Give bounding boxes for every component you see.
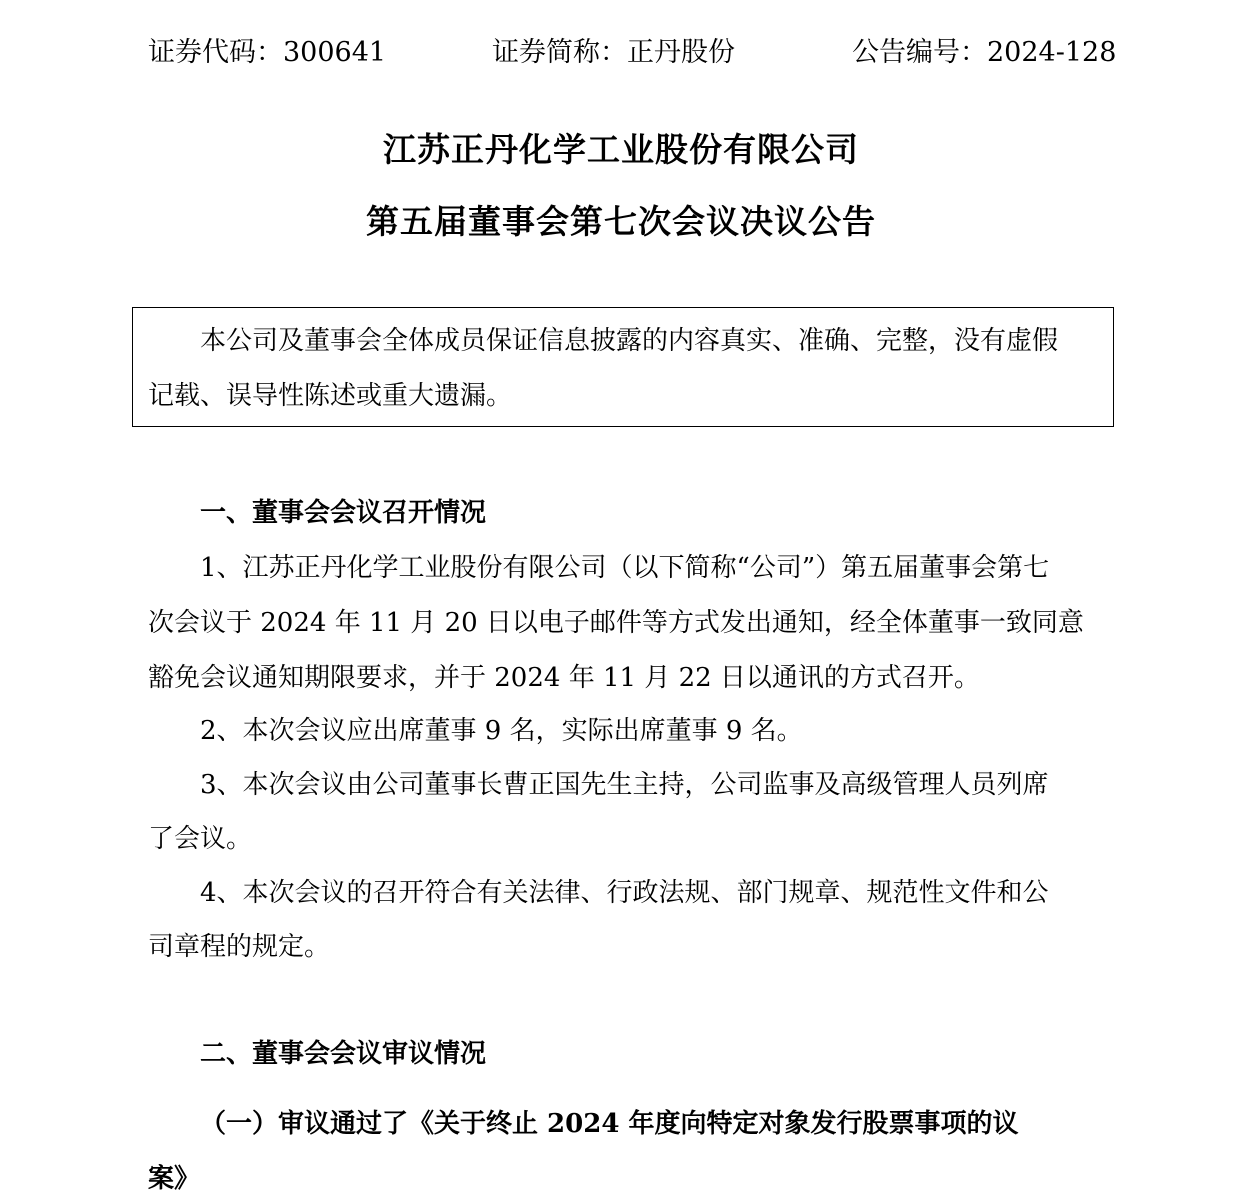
announcement-title: 第五届董事会第七次会议决议公告 bbox=[366, 202, 876, 241]
section-1-heading: 一、董事会会议召开情况 bbox=[200, 498, 487, 528]
section-1-item-3-line-1: 3、本次会议由公司董事长曹正国先生主持，公司监事及高级管理人员列席 bbox=[200, 770, 1049, 800]
section-1-item-4-line-2: 司章程的规定。 bbox=[148, 932, 331, 962]
section-1-item-3-line-2: 了会议。 bbox=[148, 824, 253, 854]
section-1-item-2: 2、本次会议应出席董事 9 名，实际出席董事 9 名。 bbox=[200, 716, 803, 746]
stock-short-name: 证券简称：正丹股份 bbox=[492, 37, 735, 68]
disclaimer-line-2: 记载、误导性陈述或重大遗漏。 bbox=[148, 381, 513, 411]
disclaimer-line-1: 本公司及董事会全体成员保证信息披露的内容真实、准确、完整，没有虚假 bbox=[200, 326, 1059, 356]
notice-number: 公告编号：2024-128 bbox=[852, 37, 1117, 68]
document-header bbox=[0, 22, 1242, 72]
section-1-item-1-line-3: 豁免会议通知期限要求，并于 2024 年 11 月 22 日以通讯的方式召开。 bbox=[148, 663, 980, 693]
section-2-item-1-line-1: （一）审议通过了《关于终止 2024 年度向特定对象发行股票事项的议 bbox=[200, 1109, 1019, 1139]
section-2-heading: 二、董事会会议审议情况 bbox=[200, 1039, 487, 1069]
section-1-item-4-line-1: 4、本次会议的召开符合有关法律、行政法规、部门规章、规范性文件和公 bbox=[200, 878, 1049, 908]
section-2-item-1-line-2: 案》 bbox=[148, 1164, 201, 1194]
company-title: 江苏正丹化学工业股份有限公司 bbox=[383, 130, 859, 169]
section-1-item-1-line-1: 1、江苏正丹化学工业股份有限公司（以下简称“公司”）第五届董事会第七 bbox=[200, 553, 1050, 583]
section-1-item-1-line-2: 次会议于 2024 年 11 月 20 日以电子邮件等方式发出通知，经全体董事一致同意 bbox=[148, 608, 1084, 638]
stock-code: 证券代码：300641 bbox=[148, 37, 387, 68]
